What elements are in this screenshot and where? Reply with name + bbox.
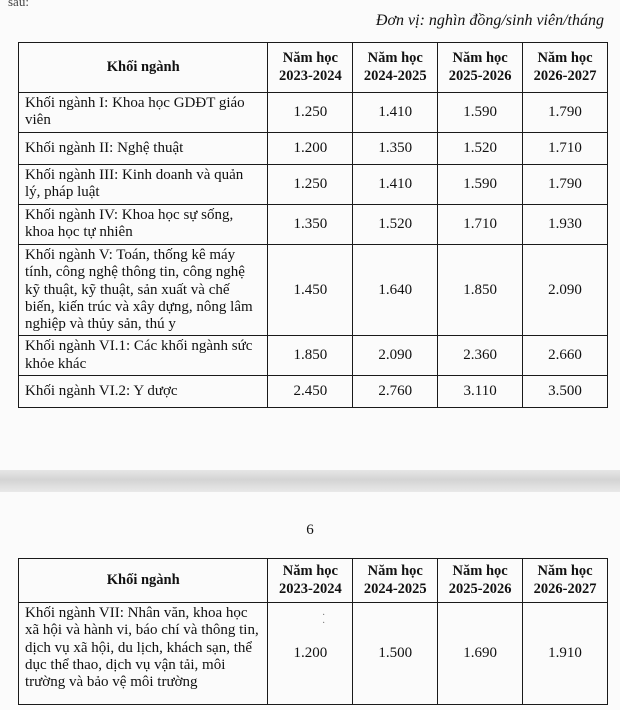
header-group: Khối ngành (19, 43, 268, 93)
tuition-table (18, 42, 608, 408)
table-row (19, 93, 608, 133)
cell-value: 1.590 (438, 93, 523, 133)
table-row (19, 336, 608, 376)
cell-value: 2.450 (268, 376, 353, 408)
row-label: Khối ngành III: Kinh doanh và quản lý, pháp luật (19, 165, 268, 205)
scan-speck: · · (322, 610, 326, 629)
header-row (19, 559, 608, 603)
cell-value: 1.350 (353, 133, 438, 165)
row-label: Khối ngành V: Toán, thống kê máy tính, công nghệ thông tin, công nghệ kỹ thuật, kỹ thuật, sản xuất và chế biến, kiến trúc và xây dựng, nông lâm nghiệp và thủy sản, thú y (19, 245, 268, 336)
cell-value: 1.250 (268, 93, 353, 133)
cell-value: 1.350 (268, 205, 353, 245)
header-group: Khối ngành (19, 559, 268, 603)
table-row (19, 133, 608, 165)
cell-value: 2.360 (438, 336, 523, 376)
header-year-2: Năm học 2024-2025 (353, 559, 438, 603)
cell-value: 1.590 (438, 165, 523, 205)
cell-value: 2.090 (523, 245, 608, 336)
cell-value: 1.250 (268, 165, 353, 205)
cell-value: 1.500 (353, 603, 438, 705)
table-row (19, 165, 608, 205)
table-row (19, 205, 608, 245)
cell-value: 1.850 (268, 336, 353, 376)
row-label: Khối ngành VI.1: Các khối ngành sức khỏe khác (19, 336, 268, 376)
row-label: Khối ngành II: Nghệ thuật (19, 133, 268, 165)
row-label: Khối ngành I: Khoa học GDĐT giáo viên (19, 93, 268, 133)
header-year-1: Năm học 2023-2024 (268, 43, 353, 93)
page-break (0, 470, 620, 492)
cell-value: 2.660 (523, 336, 608, 376)
header-year-4: Năm học 2026-2027 (523, 43, 608, 93)
cell-value: 1.790 (523, 93, 608, 133)
cut-off-text: sau: (8, 0, 29, 9)
cell-value: 1.640 (353, 245, 438, 336)
cell-value: 1.790 (523, 165, 608, 205)
table-row (19, 603, 608, 705)
cell-value: 3.110 (438, 376, 523, 408)
cell-value: 1.850 (438, 245, 523, 336)
cell-value: 1.410 (353, 93, 438, 133)
cell-value: 2.760 (353, 376, 438, 408)
cell-value: 1.910 (523, 603, 608, 705)
cell-value: 1.520 (353, 205, 438, 245)
cell-value: 1.690 (438, 603, 523, 705)
table-row (19, 376, 608, 408)
cell-value: 1.930 (523, 205, 608, 245)
tuition-table-continued (18, 558, 608, 705)
header-year-3: Năm học 2025-2026 (438, 559, 523, 603)
header-row (19, 43, 608, 93)
cell-value: 1.710 (438, 205, 523, 245)
cell-value: 1.410 (353, 165, 438, 205)
cell-value: 1.200 (268, 603, 353, 705)
row-label: Khối ngành VI.2: Y dược (19, 376, 268, 408)
cell-value: 1.200 (268, 133, 353, 165)
cell-value: 3.500 (523, 376, 608, 408)
cell-value: 2.090 (353, 336, 438, 376)
header-year-2: Năm học 2024-2025 (353, 43, 438, 93)
page-number: 6 (306, 522, 314, 538)
header-year-3: Năm học 2025-2026 (438, 43, 523, 93)
cell-value: 1.520 (438, 133, 523, 165)
cell-value: 1.450 (268, 245, 353, 336)
unit-note: Đơn vị: nghìn đồng/sinh viên/tháng (375, 12, 604, 29)
header-year-1: Năm học 2023-2024 (268, 559, 353, 603)
header-year-4: Năm học 2026-2027 (523, 559, 608, 603)
cell-value: 1.710 (523, 133, 608, 165)
row-label: Khối ngành IV: Khoa học sự sống, khoa học tự nhiên (19, 205, 268, 245)
row-label: Khối ngành VII: Nhân văn, khoa học xã hội và hành vi, báo chí và thông tin, dịch vụ xã hội, du lịch, khách sạn, thể dục thể thao, dịch vụ vận tải, môi trường và bảo vệ môi trường (19, 603, 268, 705)
document-page-bottom (0, 492, 620, 710)
table-row (19, 245, 608, 336)
